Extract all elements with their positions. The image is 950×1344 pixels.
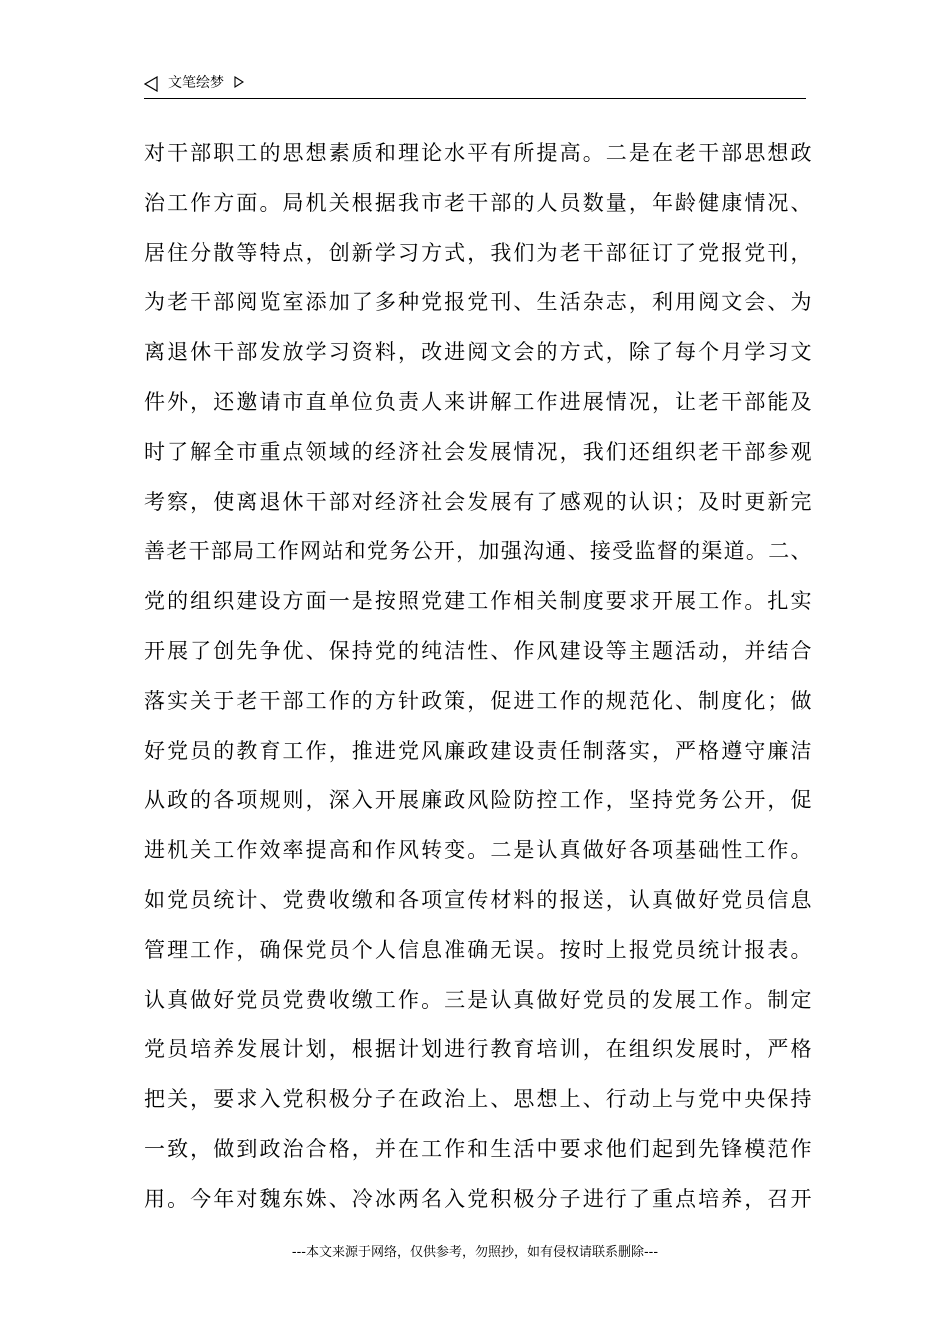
body-line: 落实关于老干部工作的方针政策，促进工作的规范化、制度化；做 (144, 688, 812, 713)
body-line: 件外，还邀请市直单位负责人来讲解工作进展情况，让老干部能及 (144, 389, 812, 414)
body-line: 好党员的教育工作，推进党风廉政建设责任制落实，严格遵守廉洁 (144, 738, 812, 763)
body-line: 认真做好党员党费收缴工作。三是认真做好党员的发展工作。制定 (144, 987, 812, 1012)
body-line: 对干部职工的思想素质和理论水平有所提高。二是在老干部思想政 (144, 141, 812, 165)
body-line: 居住分散等特点，创新学习方式，我们为老干部征订了党报党刊， (144, 240, 812, 265)
header-brand: 文笔绘梦 (168, 75, 224, 91)
body-line: 考察，使离退休干部对经济社会发展有了感观的认识；及时更新完 (144, 489, 812, 514)
body-line: 时了解全市重点领域的经济社会发展情况，我们还组织老干部参观 (144, 439, 812, 464)
body-line: 党的组织建设方面一是按照党建工作相关制度要求开展工作。扎实 (144, 589, 812, 614)
body-line: 治工作方面。局机关根据我市老干部的人员数量，年龄健康情况、 (144, 190, 812, 215)
body-line: 如党员统计、党费收缴和各项宣传材料的报送，认真做好党员信息 (144, 887, 812, 912)
body-line: 为老干部阅览室添加了多种党报党刊、生活杂志，利用阅文会、为 (144, 290, 812, 315)
document-body (144, 133, 812, 1229)
page-header (144, 72, 806, 99)
body-line: 党员培养发展计划，根据计划进行教育培训，在组织发展时，严格 (144, 1037, 812, 1062)
body-line: 开展了创先争优、保持党的纯洁性、作风建设等主题活动，并结合 (144, 638, 812, 663)
triangle-left-icon (144, 76, 158, 92)
body-line: 把关，要求入党积极分子在政治上、思想上、行动上与党中央保持 (144, 1087, 812, 1112)
body-line: 用。今年对魏东姝、冷冰两名入党积极分子进行了重点培养，召开 (144, 1186, 812, 1211)
page-footer: ---本文来源于网络，仅供参考，勿照抄，如有侵权请联系删除--- (291, 1245, 659, 1260)
body-line: 离退休干部发放学习资料，改进阅文会的方式，除了每个月学习文 (144, 340, 812, 365)
body-line: 管理工作，确保党员个人信息准确无误。按时上报党员统计报表。 (144, 937, 812, 962)
body-line: 一致，做到政治合格，并在工作和生活中要求他们起到先锋模范作 (144, 1136, 812, 1161)
body-line: 善老干部局工作网站和党务公开，加强沟通、接受监督的渠道。二、 (144, 539, 812, 564)
triangle-right-icon (234, 76, 244, 88)
body-line: 从政的各项规则，深入开展廉政风险防控工作，坚持党务公开，促 (144, 788, 812, 813)
body-line: 进机关工作效率提高和作风转变。二是认真做好各项基础性工作。 (144, 838, 812, 863)
